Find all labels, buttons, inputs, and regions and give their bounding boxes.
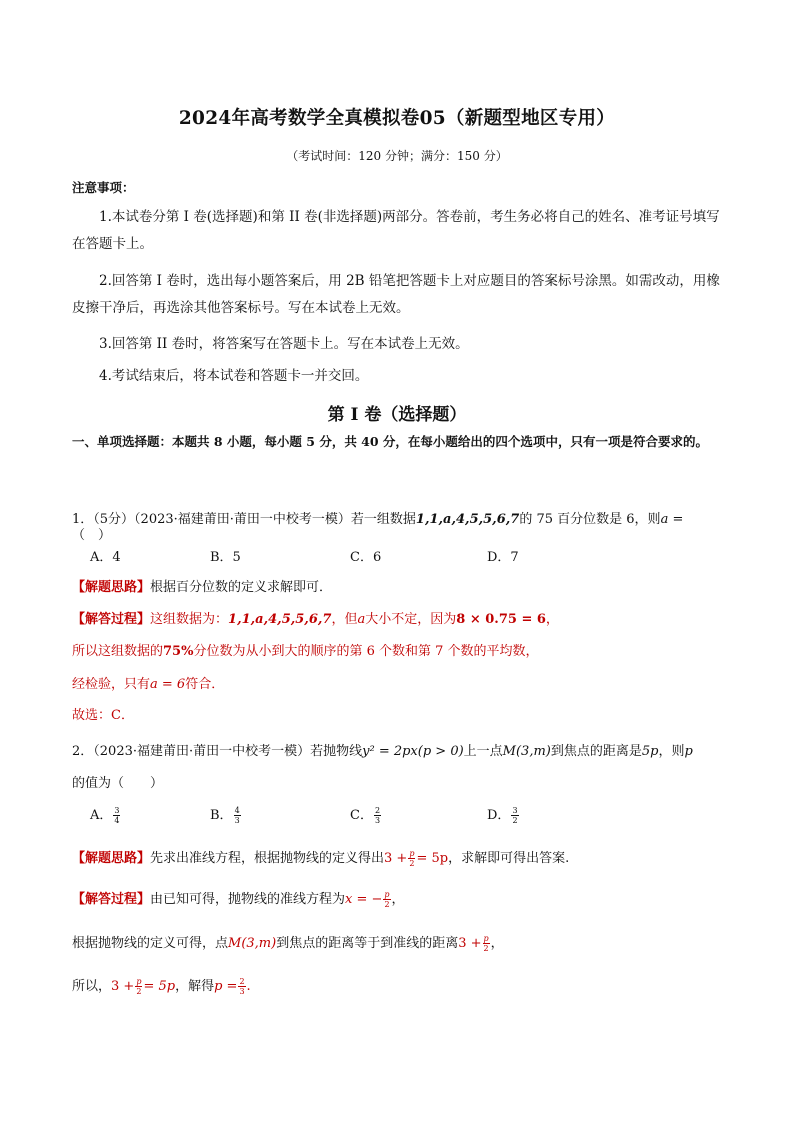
q1-process-line-3: [72, 674, 722, 696]
q1-idea-tag: 【解题思路】: [72, 580, 151, 595]
notice-item-1: 1.本试卷分第 I 卷(选择题)和第 II 卷(非选择题)两部分。答卷前，考生务必将自己的姓名、准考证号填写在答题卡上。: [72, 209, 720, 252]
q1-answer: 故选：C．: [72, 708, 134, 723]
question-1-stem: [72, 508, 722, 532]
q2-process-3-den-2: 3: [239, 987, 245, 996]
q2-stem-eq: y² = 2px(p > 0): [362, 744, 464, 759]
q2-option-d-num: 3: [512, 806, 518, 815]
q1-option-a: A．4: [90, 550, 121, 565]
q2-stem-point: M(3,m): [502, 744, 551, 759]
notice-heading: 注意事项：: [72, 180, 135, 195]
q1-process-3b: a = 6: [150, 677, 186, 692]
section-instruction: [72, 432, 724, 452]
q1-stem-mid: 的 75 百分位数是 6，则: [519, 512, 661, 527]
q1-process-1f: 8 × 0.75 = 6: [456, 612, 546, 627]
q2-process-3c: .: [246, 979, 251, 994]
q1-process-2b: 75%: [163, 644, 194, 659]
q1-paren-display: （ ）: [72, 528, 112, 543]
q1-stem-var: a =: [660, 512, 684, 527]
q2-option-b-label: B．: [210, 808, 233, 823]
q1-process-1c: ，但: [331, 612, 358, 627]
q2-process-3-num: p: [136, 977, 142, 986]
q1-option-c: C．6: [350, 550, 382, 565]
q2-process-2-eq: 3 +: [458, 936, 482, 951]
exam-title: 2024年高考数学全真模拟卷05（新题型地区专用）: [178, 108, 616, 129]
q2-process-3-num-2: 2: [239, 977, 245, 986]
q2-process-line-3: [72, 976, 722, 998]
q1-stem-text: 1．（5分）（2023·福建莆田·莆田一中校考一模）若一组数据: [72, 512, 416, 527]
q2-process-3-fraction-2: [238, 977, 245, 996]
q2-process-1a: 由已知可得，抛物线的准线方程为: [150, 892, 346, 907]
q2-process-line-2: [72, 933, 722, 955]
q2-process-3a: 所以，: [72, 979, 112, 994]
q2-process-tag: 【解答过程】: [72, 892, 151, 907]
q2-process-3-eq-c: p =: [214, 979, 238, 994]
q2-idea-eq-a: 3 +: [384, 851, 408, 866]
q2-process-2c: ，: [490, 936, 504, 951]
q2-option-d-label: D．: [487, 808, 511, 823]
q2-option-b-den: 3: [234, 816, 240, 825]
q2-option-a-num: 3: [114, 806, 120, 815]
q2-option-c: [350, 804, 382, 825]
notice-item-4: 4.考试结束后，将本试卷和答题卡一并交回。: [99, 368, 369, 384]
q2-idea-fraction: [408, 849, 415, 868]
q2-option-d-fraction: [511, 806, 518, 825]
q2-option-a-fraction: [113, 806, 120, 825]
q2-option-b-fraction: [234, 806, 241, 825]
q1-idea-text: 根据百分位数的定义求解即可．: [150, 580, 333, 595]
q1-process-1b: 1,1,a,4,5,5,6,7: [228, 612, 332, 627]
q2-idea-b: ，求解即可得出答案.: [448, 851, 570, 866]
q2-option-c-num: 2: [374, 806, 381, 815]
q2-stem-f: p: [684, 744, 693, 759]
instruction-bold-1: 一、单项选择题：: [72, 434, 173, 449]
q1-process-3a: 经检验，只有: [72, 677, 151, 692]
q2-idea-tag: 【解题思路】: [72, 851, 151, 866]
q2-idea-a: 先求出准线方程，根据抛物线的定义得出: [150, 851, 385, 866]
q2-stem-c: 到焦点的距离是: [550, 744, 642, 759]
q2-stem-b: 上一点: [463, 744, 503, 759]
q1-process-3c: 符合．: [185, 677, 225, 692]
q2-stem-a: 2．（2023·福建莆田·莆田一中校考一模）若抛物线: [72, 744, 363, 759]
q2-process-1-den: 2: [384, 900, 390, 909]
q2-process-2a: 根据抛物线的定义可得，点: [72, 936, 229, 951]
q1-process-line-2: [72, 641, 722, 663]
q2-option-d: [487, 804, 520, 825]
q2-process-2-fraction: [483, 934, 490, 953]
q1-process-line-1: [72, 609, 722, 631]
q2-idea-num: p: [409, 849, 415, 858]
q2-process-line-1: [72, 889, 722, 911]
q1-process-2c: 分位数为从小到大的顺序的第 6 个数和第 7 个数的平均数，: [193, 644, 539, 659]
q2-process-2-num: p: [483, 934, 489, 943]
q2-option-a-label: A．: [90, 808, 113, 823]
q2-idea-den: 2: [409, 859, 415, 868]
q2-option-a: [90, 804, 121, 825]
question-2-stem: [72, 736, 722, 800]
q2-stem-e: ，则: [658, 744, 685, 759]
q1-data-set: 1,1,a,4,5,5,6,7: [415, 512, 520, 527]
q2-process-2-den: 2: [483, 944, 489, 953]
q2-process-1b: ，: [391, 892, 405, 907]
q2-stem-g: 的值为（ ）: [72, 776, 164, 791]
q2-option-b-num: 4: [234, 806, 240, 815]
q2-option-c-den: 3: [374, 816, 381, 825]
q2-idea: [72, 848, 722, 870]
q2-process-1-eq: x = −: [345, 892, 383, 907]
instruction-text-2: 中，只有一项是符合要求的。: [545, 434, 708, 449]
q1-option-d: D．7: [487, 550, 519, 565]
q2-process-3-fraction: [135, 977, 142, 996]
q1-process-1a: 这组数据为：: [150, 612, 229, 627]
q1-process-1e: 大小不定，因为: [365, 612, 457, 627]
q1-process-1d: a: [357, 612, 366, 627]
q2-option-b: [210, 804, 242, 825]
q2-process-2b: 到焦点的距离等于到准线的距离: [276, 936, 459, 951]
q2-process-3-den: 2: [136, 987, 142, 996]
q1-process-2a: 所以这组数据的: [72, 644, 164, 659]
q2-option-d-den: 2: [512, 816, 518, 825]
notice-item-2: 2.回答第 I 卷时，选出每小题答案后，用 2B 铅笔把答题卡上对应题目的答案标号涂黑。如需改动，用橡皮擦干净后，再选涂其他答案标号。写在本试卷上无效。: [72, 273, 720, 316]
q2-stem-d: 5p: [641, 744, 659, 759]
q2-option-c-fraction: [374, 806, 381, 825]
q2-option-a-den: 4: [114, 816, 120, 825]
q2-idea-eq-b: = 5p: [416, 851, 449, 866]
q1-option-b: B．5: [210, 550, 241, 565]
q2-process-3b: ，解得: [175, 979, 215, 994]
q2-process-2-point: M(3,m): [228, 936, 277, 951]
q2-process-3-eq-a: 3 +: [111, 979, 135, 994]
q2-option-c-label: C．: [350, 808, 373, 823]
instruction-bold-2: 四个选项: [495, 434, 546, 449]
q2-process-1-fraction: [383, 890, 390, 909]
q2-process-1-num: p: [384, 890, 390, 899]
instruction-text-1: 本题共 8 小题，每小题 5 分，共 40 分，在每小题给出的: [172, 434, 496, 449]
notice-item-3: 3.回答第 II 卷时，将答案写在答题卡上。写在本试卷上无效。: [99, 336, 469, 352]
q1-process-1g: ，: [545, 612, 559, 627]
q2-process-3-eq-b: = 5p: [143, 979, 176, 994]
exam-subtitle: （考试时间：120 分钟；满分：150 分）: [286, 149, 508, 163]
section-title: 第 I 卷（选择题）: [327, 405, 467, 425]
q1-idea: [72, 577, 722, 599]
q1-process-tag: 【解答过程】: [72, 612, 151, 627]
